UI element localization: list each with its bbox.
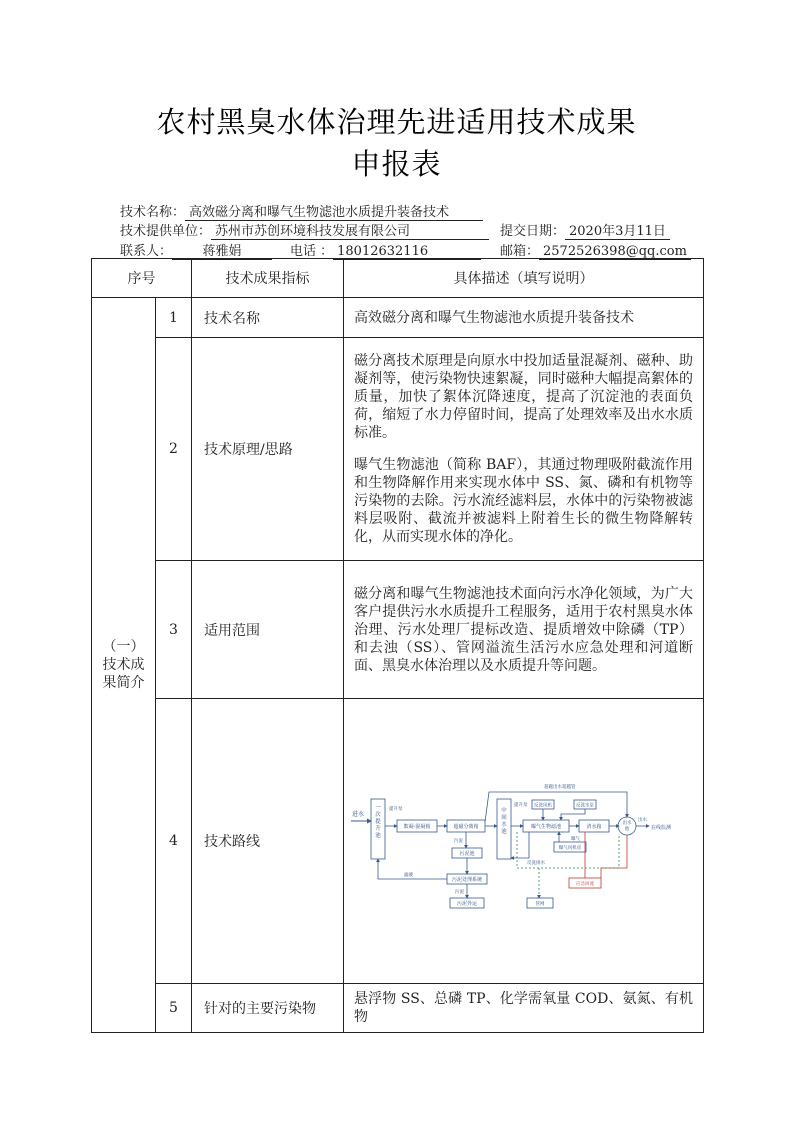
diagram-pump2: 提升泵 bbox=[513, 803, 527, 808]
page-title: 农村黑臭水体治理先进适用技术成果 bbox=[156, 105, 637, 139]
email-value: 2572526398@qq.com bbox=[539, 244, 691, 260]
row-description: 悬浮物 SS、总磷 TP、化学需氧量 COD、氨氮、有机物 bbox=[344, 984, 704, 1033]
contact-label: 联系人： bbox=[120, 244, 173, 259]
diagram-emergency: 应急回流 bbox=[575, 882, 594, 887]
row-indicator: 技术原理/思路 bbox=[192, 338, 344, 561]
table-row bbox=[92, 338, 704, 561]
diagram-coag: 絮凝-混凝箱 bbox=[403, 824, 430, 830]
row-number: 5 bbox=[156, 984, 192, 1033]
row-indicator: 针对的主要污染物 bbox=[192, 984, 344, 1033]
row-indicator: 技术名称 bbox=[192, 298, 344, 338]
tech-name-value: 高效磁分离和曝气生物滤池水质提升装备技术 bbox=[185, 201, 483, 221]
diagram-magsep: 超磁分离箱 bbox=[452, 824, 479, 830]
row-indicator: 技术路线 bbox=[192, 699, 344, 984]
diagram-sludge-pool: 污泥池 bbox=[458, 851, 475, 857]
diagram-aer-fan: 曝气风机房 bbox=[558, 846, 581, 851]
row-number: 3 bbox=[156, 561, 192, 699]
diagram-outlet: 出水 bbox=[637, 818, 647, 823]
application-table bbox=[91, 258, 704, 1033]
contact-line bbox=[120, 240, 272, 260]
diagram-monitor: 在线监测 bbox=[650, 825, 671, 831]
phone-label: 电话 ： bbox=[290, 244, 334, 259]
diagram-tank1-label: 一次提升池 bbox=[374, 805, 381, 839]
diagram-bw-fan: 反洗风机 bbox=[533, 803, 552, 809]
diagram-sludge1: 污泥 bbox=[453, 839, 463, 844]
diagram-aeration: 曝气 bbox=[570, 837, 580, 842]
diagram-baf: 曝气生物滤池 bbox=[530, 824, 561, 830]
row-number: 2 bbox=[156, 338, 192, 561]
header-desc: 具体描述（填写说明） bbox=[344, 259, 704, 298]
phone-line bbox=[290, 240, 481, 260]
diagram-sludge-sys: 污泥处理系统 bbox=[451, 877, 482, 883]
diagram-pump1: 提升泵 bbox=[388, 807, 402, 812]
page-subtitle: 申报表 bbox=[351, 147, 442, 181]
row-number: 4 bbox=[156, 699, 192, 984]
provider-line bbox=[120, 220, 489, 240]
tech-route-diagram-cell bbox=[344, 699, 704, 984]
email-line bbox=[500, 240, 691, 260]
diagram-mid-pool: 中间水池 bbox=[500, 808, 507, 835]
tech-name-label: 技术名称： bbox=[120, 205, 186, 220]
diagram-clear-tank: 清水箱 bbox=[585, 824, 602, 830]
diagram-filtrate: 滤液 bbox=[403, 873, 413, 878]
phone-value: 18012632116 bbox=[333, 244, 481, 260]
header-num: 序号 bbox=[92, 259, 192, 298]
table-row bbox=[92, 298, 704, 338]
diagram-out-pool: 出水池 bbox=[622, 821, 631, 832]
contact-value: 蒋雅娟 bbox=[172, 240, 272, 260]
table-row bbox=[92, 699, 704, 984]
row-number: 1 bbox=[156, 298, 192, 338]
tech-route-diagram bbox=[349, 764, 699, 914]
diagram-bypass: 超磁出水超越管 bbox=[543, 785, 575, 790]
section-label: （一）技术成果简介 bbox=[92, 298, 156, 1033]
row-description: 高效磁分离和曝气生物滤池水质提升装备技术 bbox=[344, 298, 704, 338]
diagram-pipe-net: 管网 bbox=[535, 902, 544, 907]
table-header-row bbox=[92, 259, 704, 298]
header-indicator: 技术成果指标 bbox=[192, 259, 344, 298]
diagram-bw-drain: 反洗排水 bbox=[526, 861, 545, 866]
tech-name-line bbox=[120, 201, 483, 221]
submit-date-label: 提交日期： bbox=[500, 224, 566, 239]
table-row bbox=[92, 561, 704, 699]
diagram-sludge-out: 污泥外运 bbox=[456, 901, 477, 907]
row-description: 磁分离技术原理是向原水中投加适量混凝剂、磁种、助凝剂等，使污染物快速絮凝，同时磁种大幅提高絮体的质量，加快了絮体沉降速度，提高了沉淀池的表面负荷，缩短了水力停留时间，提高了处理效率及出水水质标准。 曝气生物滤池（简称 BAF），其通过物理吸附截流作用和生物降解作用来实现水体中 SS、氮、磷和有机物等污染物的去除。污水流经滤料层，水体中的污染物被滤料层吸附、截流并被滤料上附着生长的微生物降解转化，从而实现水体的净化。 bbox=[344, 338, 704, 561]
diagram-sludge2: 污泥 bbox=[454, 890, 464, 895]
table-row bbox=[92, 984, 704, 1033]
provider-value: 苏州市苏创环境科技发展有限公司 bbox=[211, 220, 489, 240]
submit-date-line bbox=[500, 220, 670, 240]
submit-date-value: 2020年3月11日 bbox=[565, 220, 670, 240]
row-indicator: 适用范围 bbox=[192, 561, 344, 699]
provider-label: 技术提供单位： bbox=[120, 224, 212, 239]
email-label: 邮箱： bbox=[500, 244, 540, 259]
diagram-bw-pump: 反洗水泵 bbox=[575, 803, 594, 809]
row-description: 磁分离和曝气生物滤池技术面向污水净化领域，为广大客户提供污水水质提升工程服务，适用于农村黑臭水体治理、污水处理厂提标改造、提质增效中除磷（TP）和去浊（SS）、管网溢流生活污水应急处理和河道断面、黑臭水体治理以及水质提升等问题。 bbox=[344, 561, 704, 699]
diagram-inlet: 进水 bbox=[351, 811, 364, 818]
